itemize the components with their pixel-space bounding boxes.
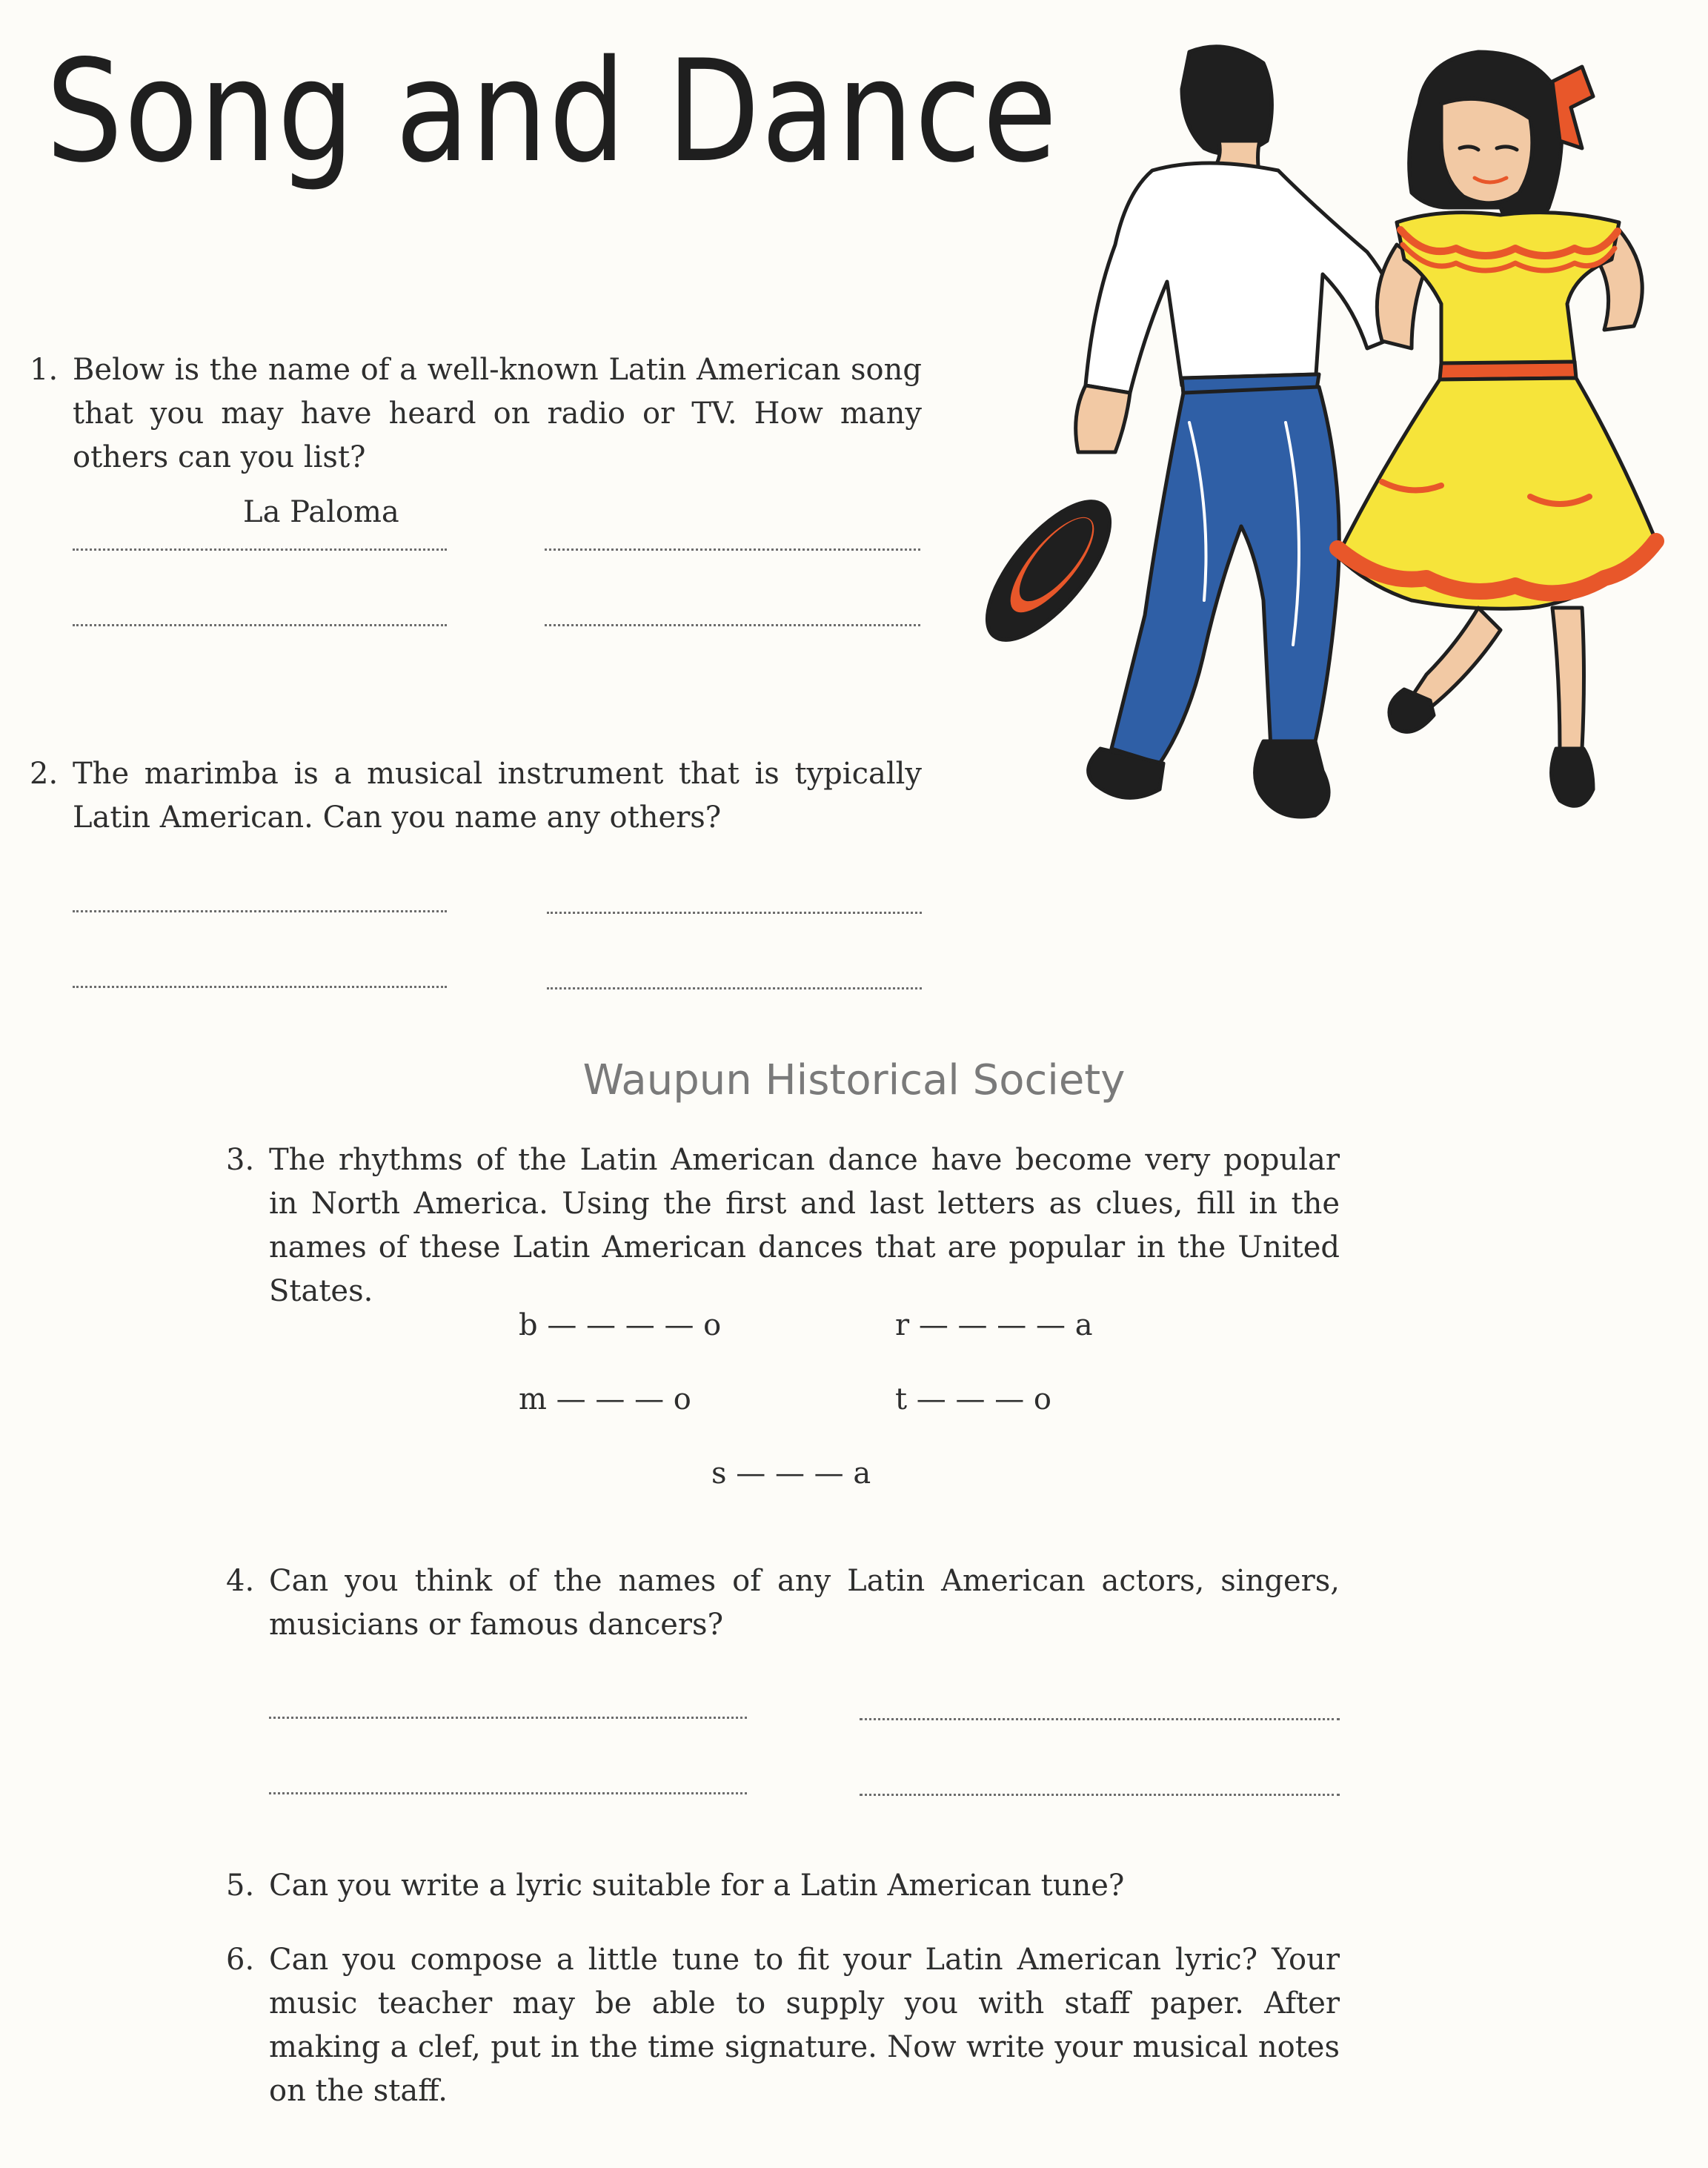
question-number: 6.	[226, 1943, 255, 1977]
question-text: The rhythms of the Latin American dance have become very popular in North America. Using the first and last letters as clues, fill in the names of these Latin American dances that are popular in the United States.	[269, 1143, 1340, 1308]
question-number: 1.	[30, 353, 59, 387]
answer-line[interactable]	[73, 548, 447, 551]
answer-line[interactable]	[73, 986, 447, 988]
question-4	[226, 1559, 1340, 1647]
question-number: 5.	[226, 1869, 255, 1903]
dance-clue: s — — — a	[711, 1456, 871, 1491]
question-text: The marimba is a musical instrument that is typically Latin American. Can you name any others?	[73, 757, 922, 835]
dance-clue: t — — — o	[895, 1382, 1052, 1416]
question-text: Below is the name of a well-known Latin American song that you may have heard on radio or TV. How many others can you list?	[73, 353, 922, 474]
question-number: 2.	[30, 757, 59, 791]
answer-line[interactable]	[547, 987, 922, 989]
dance-clue: m — — — o	[519, 1382, 691, 1416]
question-text: Can you write a lyric suitable for a Latin American tune?	[269, 1869, 1125, 1903]
question-number: 4.	[226, 1564, 255, 1598]
answer-line[interactable]	[73, 624, 447, 626]
question-6	[226, 1938, 1340, 2113]
dance-clue: b — — — — o	[519, 1308, 722, 1342]
answer-line[interactable]	[860, 1718, 1340, 1720]
answer-line[interactable]	[73, 910, 447, 912]
girl-figure	[1338, 52, 1656, 806]
dancing-couple-illustration	[967, 37, 1686, 912]
sample-answer: La Paloma	[243, 495, 399, 529]
question-text: Can you compose a little tune to fit your Latin American lyric? Your music teacher may be able to supply you with staff paper. After making a clef, put in the time signature. Now write your musical notes on the staff.	[269, 1943, 1340, 2108]
answer-line[interactable]	[269, 1792, 747, 1794]
question-3	[226, 1138, 1340, 1313]
dance-clue: r — — — — a	[895, 1308, 1093, 1342]
question-5	[226, 1864, 1340, 1908]
watermark: Waupun Historical Society	[582, 1056, 1126, 1104]
question-text: Can you think of the names of any Latin American actors, singers, musicians or famous dancers?	[269, 1564, 1340, 1642]
boy-figure	[967, 47, 1404, 817]
answer-line[interactable]	[547, 912, 922, 914]
page-title: Song and Dance	[46, 30, 1059, 193]
answer-line[interactable]	[545, 624, 920, 626]
answer-line[interactable]	[860, 1794, 1340, 1796]
answer-line[interactable]	[269, 1717, 747, 1719]
answer-line[interactable]	[545, 548, 920, 551]
question-2	[30, 752, 922, 840]
question-1	[30, 348, 922, 480]
question-number: 3.	[226, 1143, 255, 1177]
